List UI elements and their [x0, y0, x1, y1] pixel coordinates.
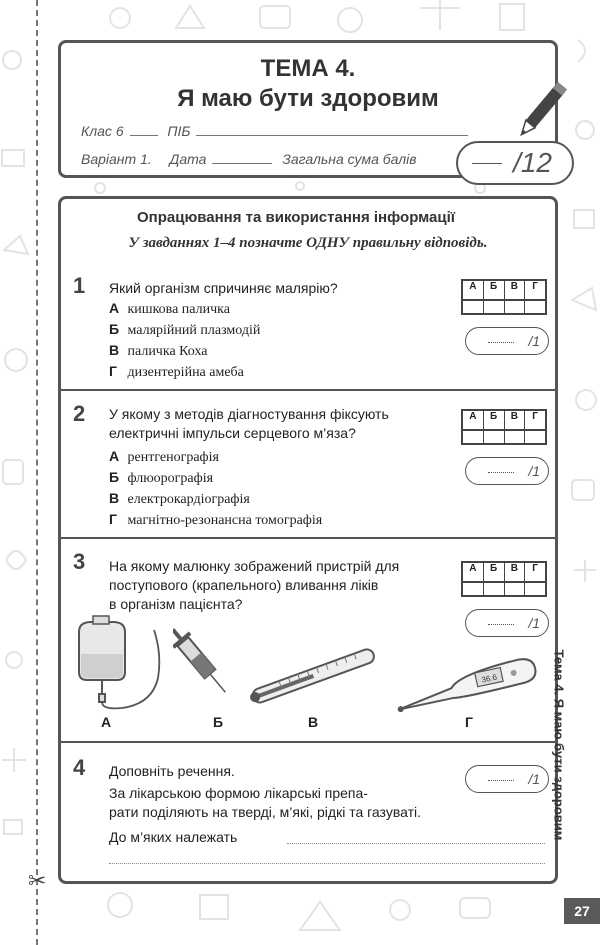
question-1-points-oval[interactable]: /1	[465, 327, 549, 355]
question-3-points-oval[interactable]: /1	[465, 609, 549, 637]
question-divider	[61, 741, 555, 743]
date-label: Дата	[169, 151, 207, 167]
scissors-icon: ✂	[28, 868, 47, 893]
date-field[interactable]	[212, 163, 272, 164]
glass-thermometer-icon[interactable]	[239, 639, 387, 711]
pencil-icon	[515, 72, 577, 142]
question-1-answer-grid: А Б В Г	[461, 279, 547, 301]
question-2-option-d[interactable]: Г магнітно-резонансна томографія	[109, 511, 323, 528]
question-2-option-c[interactable]: В електрокардіографія	[109, 490, 250, 507]
image-label-d: Г	[465, 714, 473, 730]
questions-card	[58, 196, 558, 884]
question-4-text-line-1: За лікарською формою лікарські препа-	[109, 785, 368, 801]
question-2-answer-grid: А Б В Г	[461, 409, 547, 431]
question-3-text-line-3: в організм пацієнта?	[109, 596, 243, 612]
question-2-text-line-1: У якому з методів діагностування фіксують	[109, 406, 389, 422]
theme-subtitle: Я маю бути здоровим	[177, 85, 439, 112]
digital-thermometer-icon[interactable]	[391, 654, 551, 714]
header-card	[58, 40, 558, 178]
question-4-text-line-2: рати поділяють на тверді, м’які, рідкі та газуваті.	[109, 804, 421, 820]
question-1-number: 1	[73, 273, 86, 298]
image-label-a: А	[101, 714, 112, 730]
class-field[interactable]	[130, 135, 158, 136]
total-score-max: /12	[513, 147, 552, 178]
question-divider	[61, 389, 555, 391]
question-3-text-line-2: поступового (крапельного) вливання ліків	[109, 577, 379, 593]
question-2-answer-boxes[interactable]	[461, 431, 547, 445]
instruction-text: У завданнях 1–4 позначте ОДНУ правильну відповідь.	[128, 235, 488, 251]
svg-text:36.6: 36.6	[480, 672, 498, 685]
class-label: Клас 6	[81, 123, 124, 139]
name-field[interactable]	[196, 135, 468, 136]
section-title: Опрацювання та використання інформації	[136, 209, 456, 226]
total-score-label: Загальна сума балів	[282, 151, 417, 167]
answer-line[interactable]	[287, 843, 545, 844]
total-score-field[interactable]	[472, 163, 502, 164]
question-1-text: Який організм спричиняє малярію?	[109, 280, 338, 296]
question-4-fill-prompt: До м’яких належать	[109, 829, 238, 845]
cut-line	[36, 0, 38, 945]
question-2-text-line-2: електричні імпульси серцевого м’яза?	[109, 425, 356, 441]
question-3-number: 3	[73, 549, 86, 574]
question-3-text-line-1: На якому малюнку зображений пристрій для	[109, 558, 400, 574]
question-1-answer-boxes[interactable]	[461, 301, 547, 315]
variant-date-row	[81, 151, 417, 167]
question-3-answer-grid: А Б В Г	[461, 561, 547, 583]
question-1-option-a[interactable]: А кишкова паличка	[109, 300, 230, 317]
image-label-b: Б	[213, 714, 224, 730]
variant-label: Варіант 1.	[81, 151, 152, 167]
question-4-text: Доповніть речення.	[109, 763, 235, 779]
theme-title: ТЕМА 4.	[260, 55, 356, 82]
question-2-points-oval[interactable]: /1	[465, 457, 549, 485]
question-2-option-b[interactable]: Б флюорографія	[109, 469, 214, 486]
page-number: 27	[564, 898, 600, 924]
image-label-c: В	[308, 714, 319, 730]
answer-line[interactable]	[109, 863, 545, 864]
question-3-answer-boxes[interactable]	[461, 583, 547, 597]
question-1-option-b[interactable]: Б малярійний плазмодій	[109, 321, 261, 338]
question-4-number: 4	[73, 755, 86, 780]
question-4-points-oval[interactable]: /1	[465, 765, 549, 793]
syringe-icon[interactable]	[173, 624, 233, 704]
question-2-number: 2	[73, 401, 86, 426]
question-1-option-d[interactable]: Г дизентерійна амеба	[109, 363, 244, 380]
question-1-option-c[interactable]: В паличка Коха	[109, 342, 208, 359]
total-score-oval[interactable]	[456, 141, 574, 185]
class-name-row	[81, 123, 474, 139]
question-divider	[61, 537, 555, 539]
name-label: ПІБ	[167, 123, 191, 139]
iv-drip-bag-icon[interactable]	[69, 614, 169, 710]
side-tab-text: Тема 4. Я маю бути здоровим	[551, 649, 567, 841]
question-2-option-a[interactable]: А рентгенографія	[109, 448, 219, 465]
